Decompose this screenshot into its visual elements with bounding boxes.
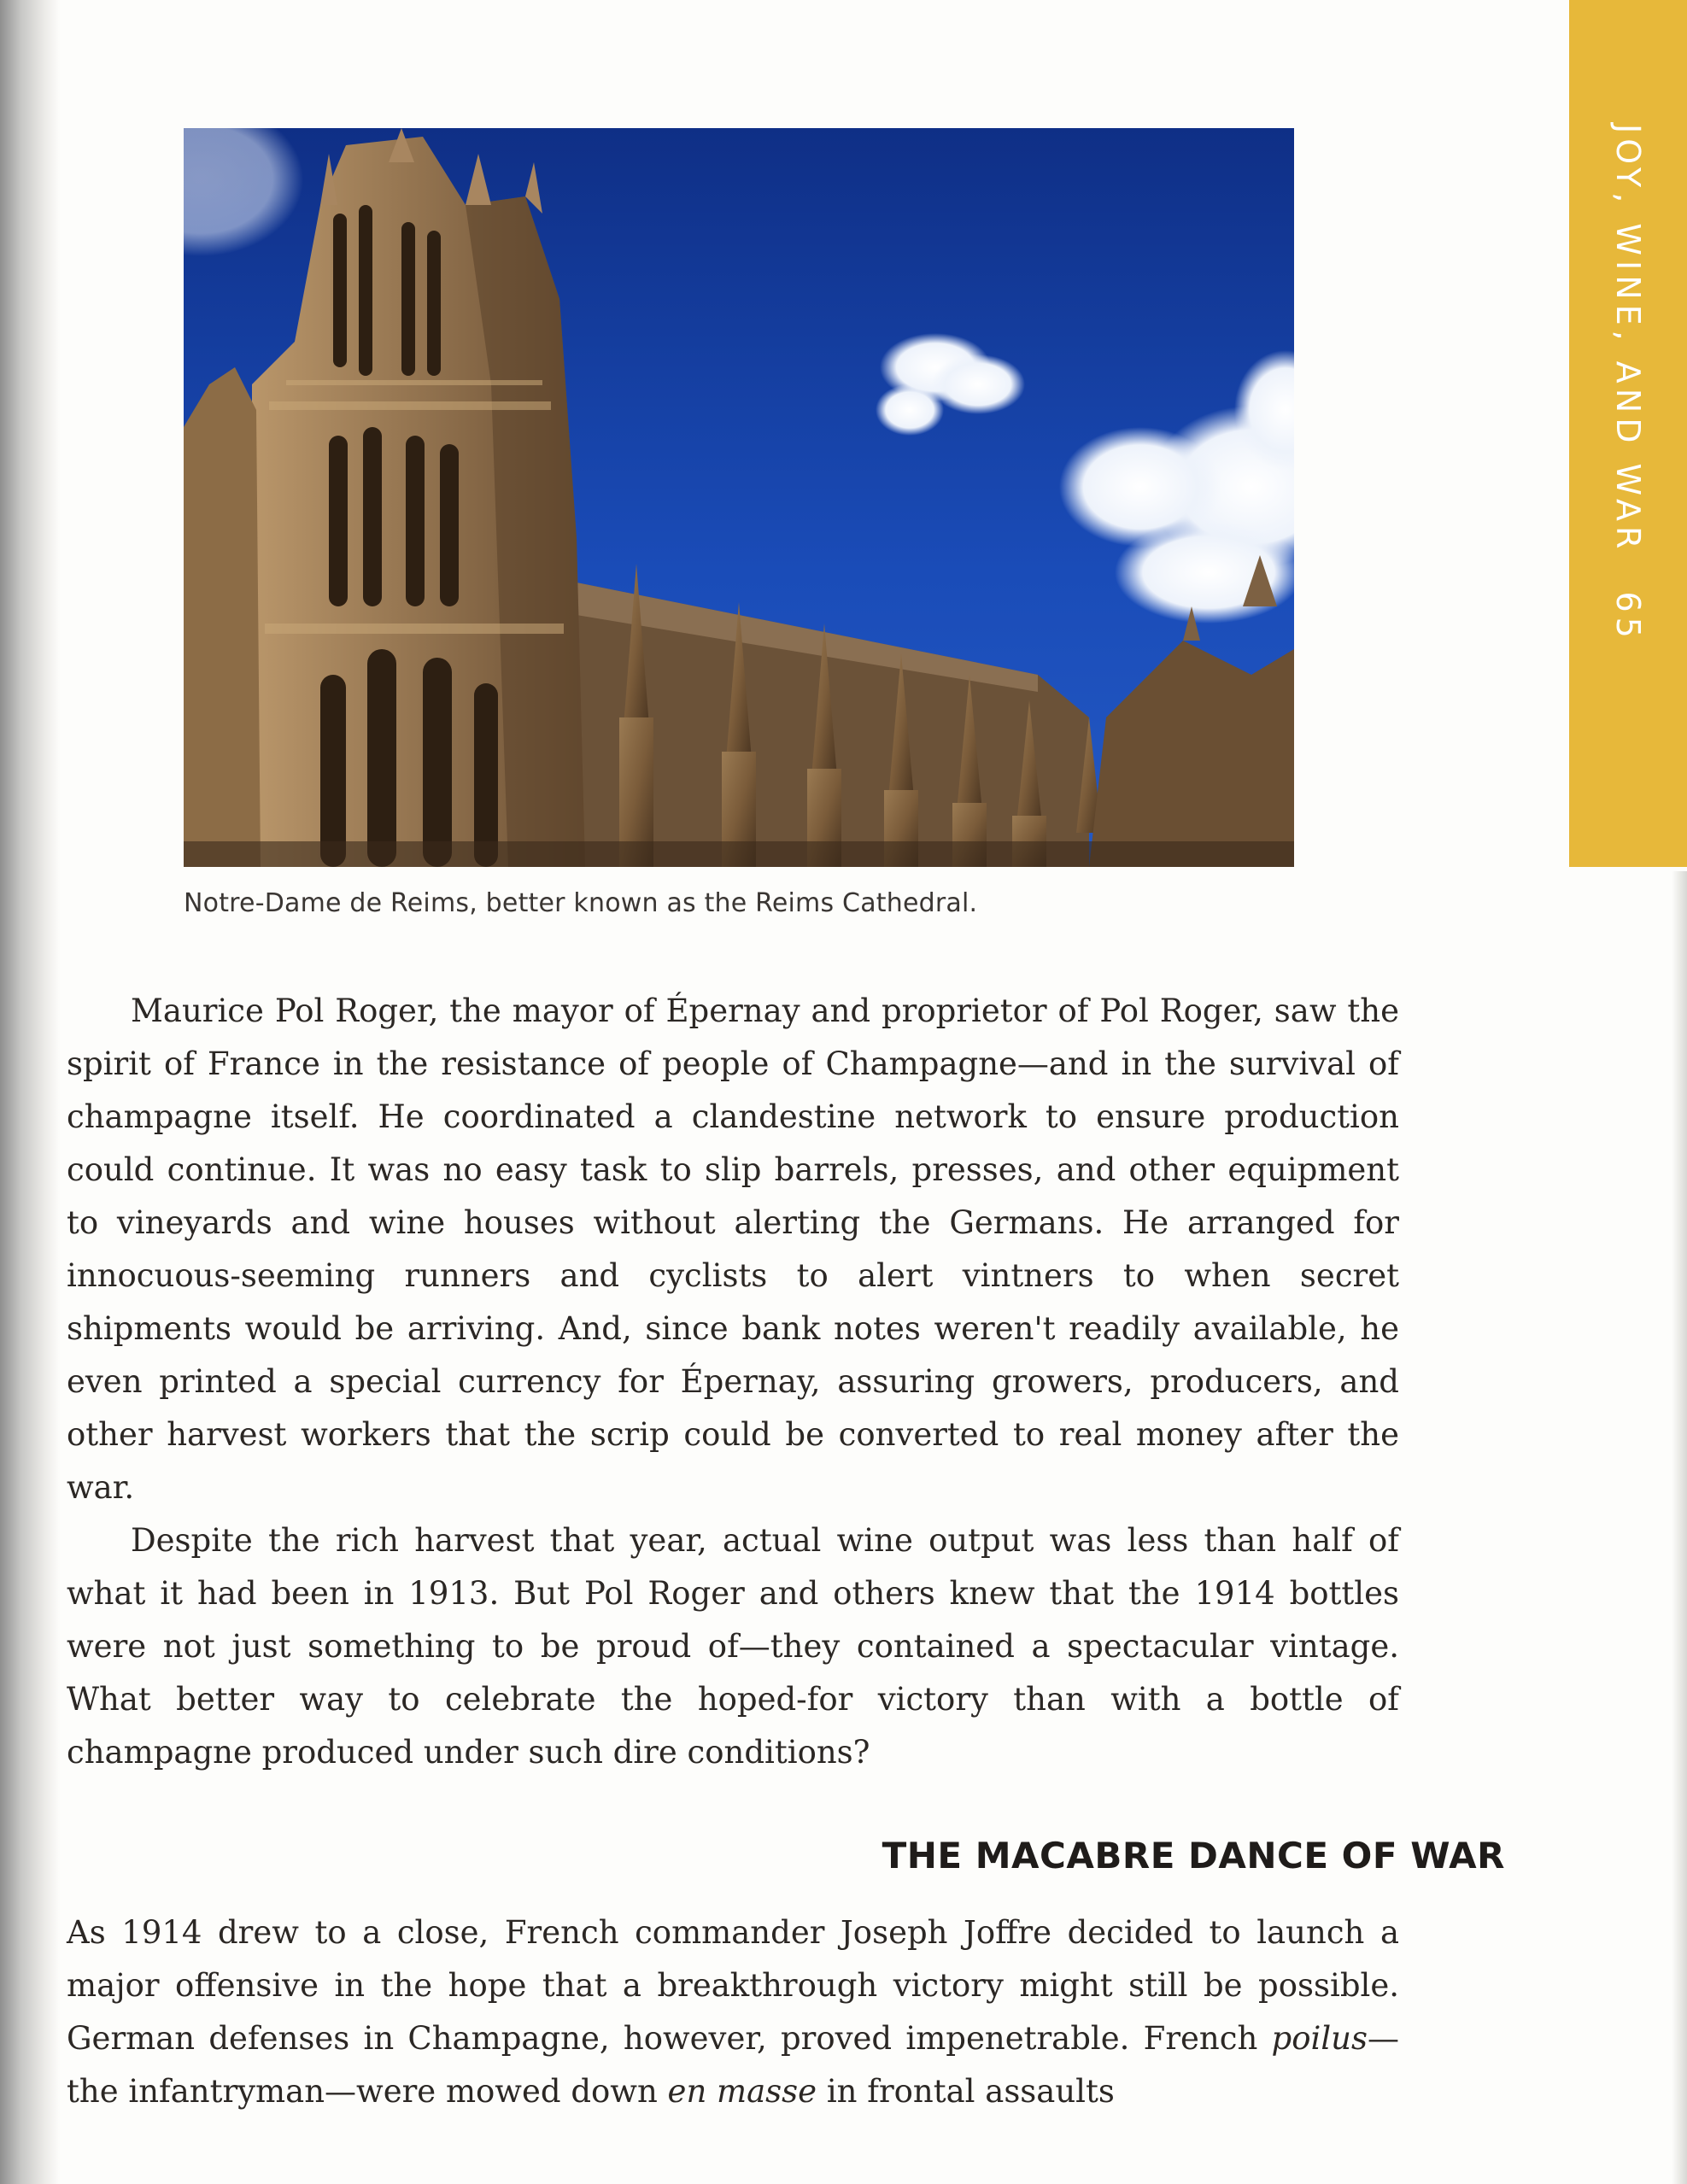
section-heading: THE MACABRE DANCE OF WAR: [882, 1835, 1505, 1877]
page-edge-shadow: [1672, 871, 1687, 2184]
book-spine-shadow: [0, 0, 60, 2184]
section-1-body: [67, 985, 1399, 1779]
section-2-body: [67, 1906, 1399, 2118]
page-number: 65: [1609, 591, 1647, 643]
cathedral-photo: [184, 128, 1294, 867]
paragraph-3-part-1: As 1914 drew to a close, French commander Joseph Joffre decided to launch a major offensive in the hope that a breakthrough victory might still be possible. German defenses in Champagne, however, proved impenetrable. French: [67, 1914, 1399, 2057]
italic-en-masse: en masse: [667, 2073, 817, 2110]
paragraph-3-part-3: in frontal assaults: [817, 2073, 1115, 2110]
chapter-tab-label: [1569, 0, 1687, 867]
paragraph-1: Maurice Pol Roger, the mayor of Épernay and proprietor of Pol Roger, saw the spirit of France in the resistance of people of Champagne—and in the survival of champagne itself. He coordinated a clandestine network to ensure production could continue. It was no easy task to slip barrels, presses, and other equipment to vineyards and wine houses without alerting the Germans. He arranged for innocuous-seeming runners and cyclists to alert vintners to when secret shipments would be arriving. And, since bank notes weren't readily available, he even printed a special currency for Épernay, assuring growers, producers, and other harvest workers that the scrip could be converted to real money after the war.: [67, 992, 1399, 1506]
chapter-title: JOY, WINE, AND WAR: [1609, 124, 1647, 554]
paragraph-3: [67, 1906, 1399, 2118]
cathedral-illustration: [184, 128, 1294, 867]
paragraph-2: Despite the rich harvest that year, actual wine output was less than half of what it had been in 1913. But Pol Roger and others knew that the 1914 bottles were not just something to be proud of—they contained a spectacular vintage. What better way to celebrate the hoped-for victory than with a bottle of champagne produced under such dire conditions?: [67, 1522, 1399, 1771]
paragraph-3-part-2: —the infantryman—were mowed down: [67, 2020, 1399, 2110]
photo-caption: Notre-Dame de Reims, better known as the Reims Cathedral.: [184, 888, 978, 918]
italic-poilus: poilus: [1271, 2020, 1368, 2057]
